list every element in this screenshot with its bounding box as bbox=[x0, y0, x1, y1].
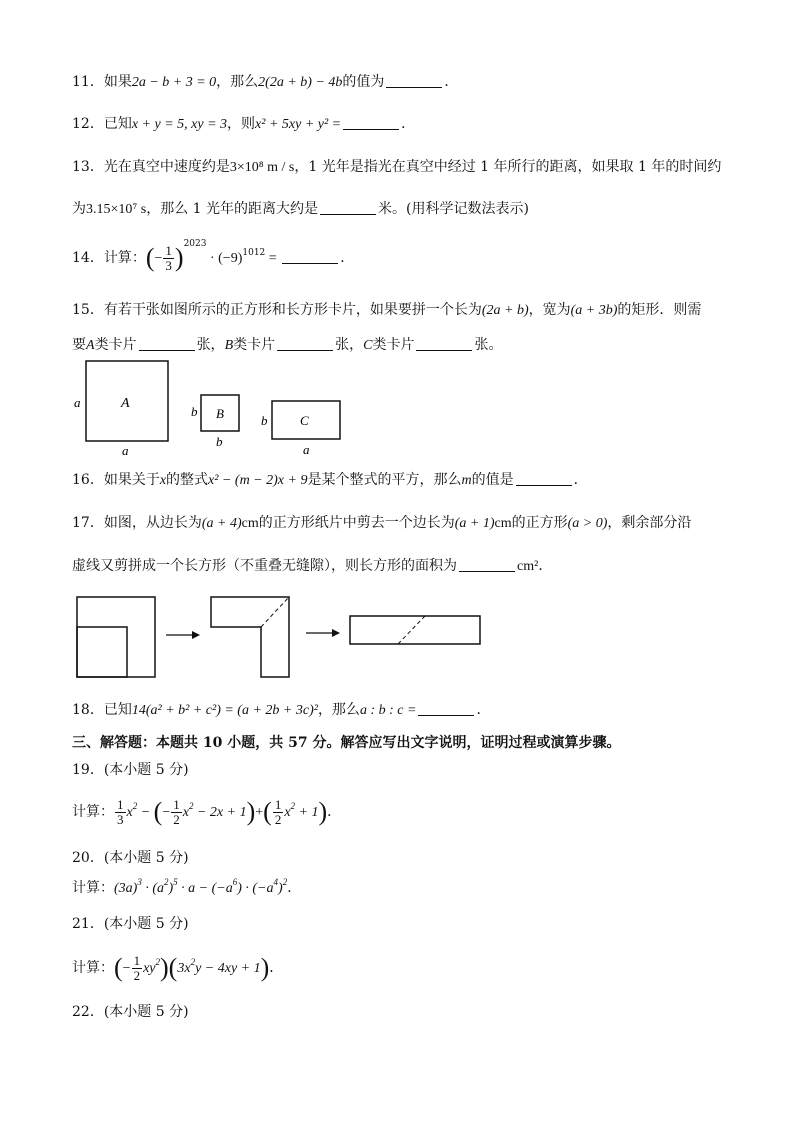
question-17-line2: 虚线又剪拼成一个长方形（不重叠无缝隙），则长方形的面积为 cm²． bbox=[72, 558, 553, 574]
q19-header: 19．(本小题 5 分) bbox=[72, 762, 189, 778]
cut-square bbox=[77, 627, 127, 677]
question-11: 11．如果2a − b + 3 = 0，那么2(2a + b) − 4b的值为 ． bbox=[72, 74, 459, 90]
q18-number: 18． bbox=[72, 702, 104, 718]
answer-blank bbox=[386, 73, 442, 88]
big-square bbox=[77, 597, 155, 677]
q21-header: 21．(本小题 5 分) bbox=[72, 916, 189, 932]
question-15-line1: 15．有若干张如图所示的正方形和长方形卡片，如果要拼一个长为(2a + b)，宽为(a + 3b)的矩形．则需 bbox=[72, 302, 702, 318]
q13-number: 13． bbox=[72, 159, 104, 175]
answer-blank bbox=[282, 249, 338, 264]
answer-blank bbox=[320, 200, 376, 215]
fraction: $\frac{1}{3}$ bbox=[165, 242, 172, 273]
card-c-side-left: b bbox=[261, 413, 268, 428]
q14-number: 14． bbox=[72, 250, 104, 266]
answer-blank bbox=[343, 115, 399, 130]
answer-blank bbox=[418, 701, 474, 716]
answer-blank-c bbox=[416, 336, 472, 351]
card-b-label: B bbox=[216, 406, 224, 421]
card-a-side-bottom: a bbox=[122, 443, 129, 458]
q21-expression: 计算：(− $\frac{1}{2}$ $xy^2)(3x^2y - 4xy + 1)$． bbox=[72, 952, 284, 983]
dashed-seam-line bbox=[398, 616, 425, 644]
arrow-icon-1 bbox=[166, 631, 200, 639]
result-rectangle bbox=[350, 616, 480, 644]
q17-cut-paste-figure bbox=[70, 590, 490, 685]
q20-expression: 计算：$(3a)^3 \cdot (a^2)^5 \cdot a - (-a^6) \cdot (-a^4)^2$． bbox=[72, 877, 302, 896]
section-3-heading: 三、解答题：本题共 10 小题，共 57 分。解答应写出文字说明，证明过程或演算步骤。 bbox=[72, 735, 621, 751]
answer-blank bbox=[459, 557, 515, 572]
card-a-label: A bbox=[121, 396, 130, 411]
card-b-side-left: b bbox=[191, 404, 198, 419]
q19-expression: 计算： $\frac{1}{3}$ $x^2$ − (− $\frac{1}{2}$ $x^2 - 2x + 1)+$( $\frac{1}{2}$ $x^2 + 1$)． bbox=[72, 796, 342, 827]
arrow-icon-2 bbox=[306, 629, 340, 637]
question-13-line1: 13．光在真空中速度约是3×10⁸ m / s，1 光年是指光在真空中经过 1 年所行的距离，如果取 1 年的时间约 bbox=[72, 159, 722, 175]
card-c-side-bottom: a bbox=[303, 442, 310, 457]
card-c-label: C bbox=[300, 413, 309, 428]
question-12: 12．已知x + y = 5, xy = 3，则x² + 5xy + y² = ． bbox=[72, 116, 416, 132]
q12-number: 12． bbox=[72, 116, 104, 132]
q16-number: 16． bbox=[72, 472, 104, 488]
q15-number: 15． bbox=[72, 302, 104, 318]
q22-header: 22．(本小题 5 分) bbox=[72, 1004, 189, 1020]
answer-blank-b bbox=[277, 336, 333, 351]
card-a-side-left: a bbox=[74, 395, 81, 410]
answer-blank-a bbox=[139, 336, 195, 351]
question-14: 14．计算：(− $\frac{1}{3}$ )$^{2023} \cdot (-9)^{1012}$ = ． bbox=[72, 239, 355, 273]
question-13-line2: 为3.15×10⁷ s，那么 1 光年的距离大约是 米。(用科学记数法表示) bbox=[72, 201, 529, 217]
q17-number: 17． bbox=[72, 515, 104, 531]
q15-cards-figure bbox=[68, 355, 358, 460]
q20-header: 20．(本小题 5 分) bbox=[72, 850, 189, 866]
question-15-line2: 要A类卡片 张，B类卡片 张，C类卡片 张。 bbox=[72, 337, 503, 353]
question-16: 16．如果关于x的整式x² − (m − 2)x + 9是某个整式的平方，那么m的值是 ． bbox=[72, 472, 588, 488]
answer-blank bbox=[516, 471, 572, 486]
dashed-cut-line bbox=[261, 597, 289, 627]
question-17-line1: 17．如图，从边长为(a + 4)cm的正方形纸片中剪去一个边长为(a + 1)cm的正方形(a > 0)，剩余部分沿 bbox=[72, 515, 692, 531]
card-b-side-bottom: b bbox=[216, 434, 223, 449]
q11-number: 11． bbox=[72, 74, 104, 90]
question-18: 18．已知14(a² + b² + c²) = (a + 2b + 3c)²，那么a : b : c = ． bbox=[72, 702, 491, 718]
